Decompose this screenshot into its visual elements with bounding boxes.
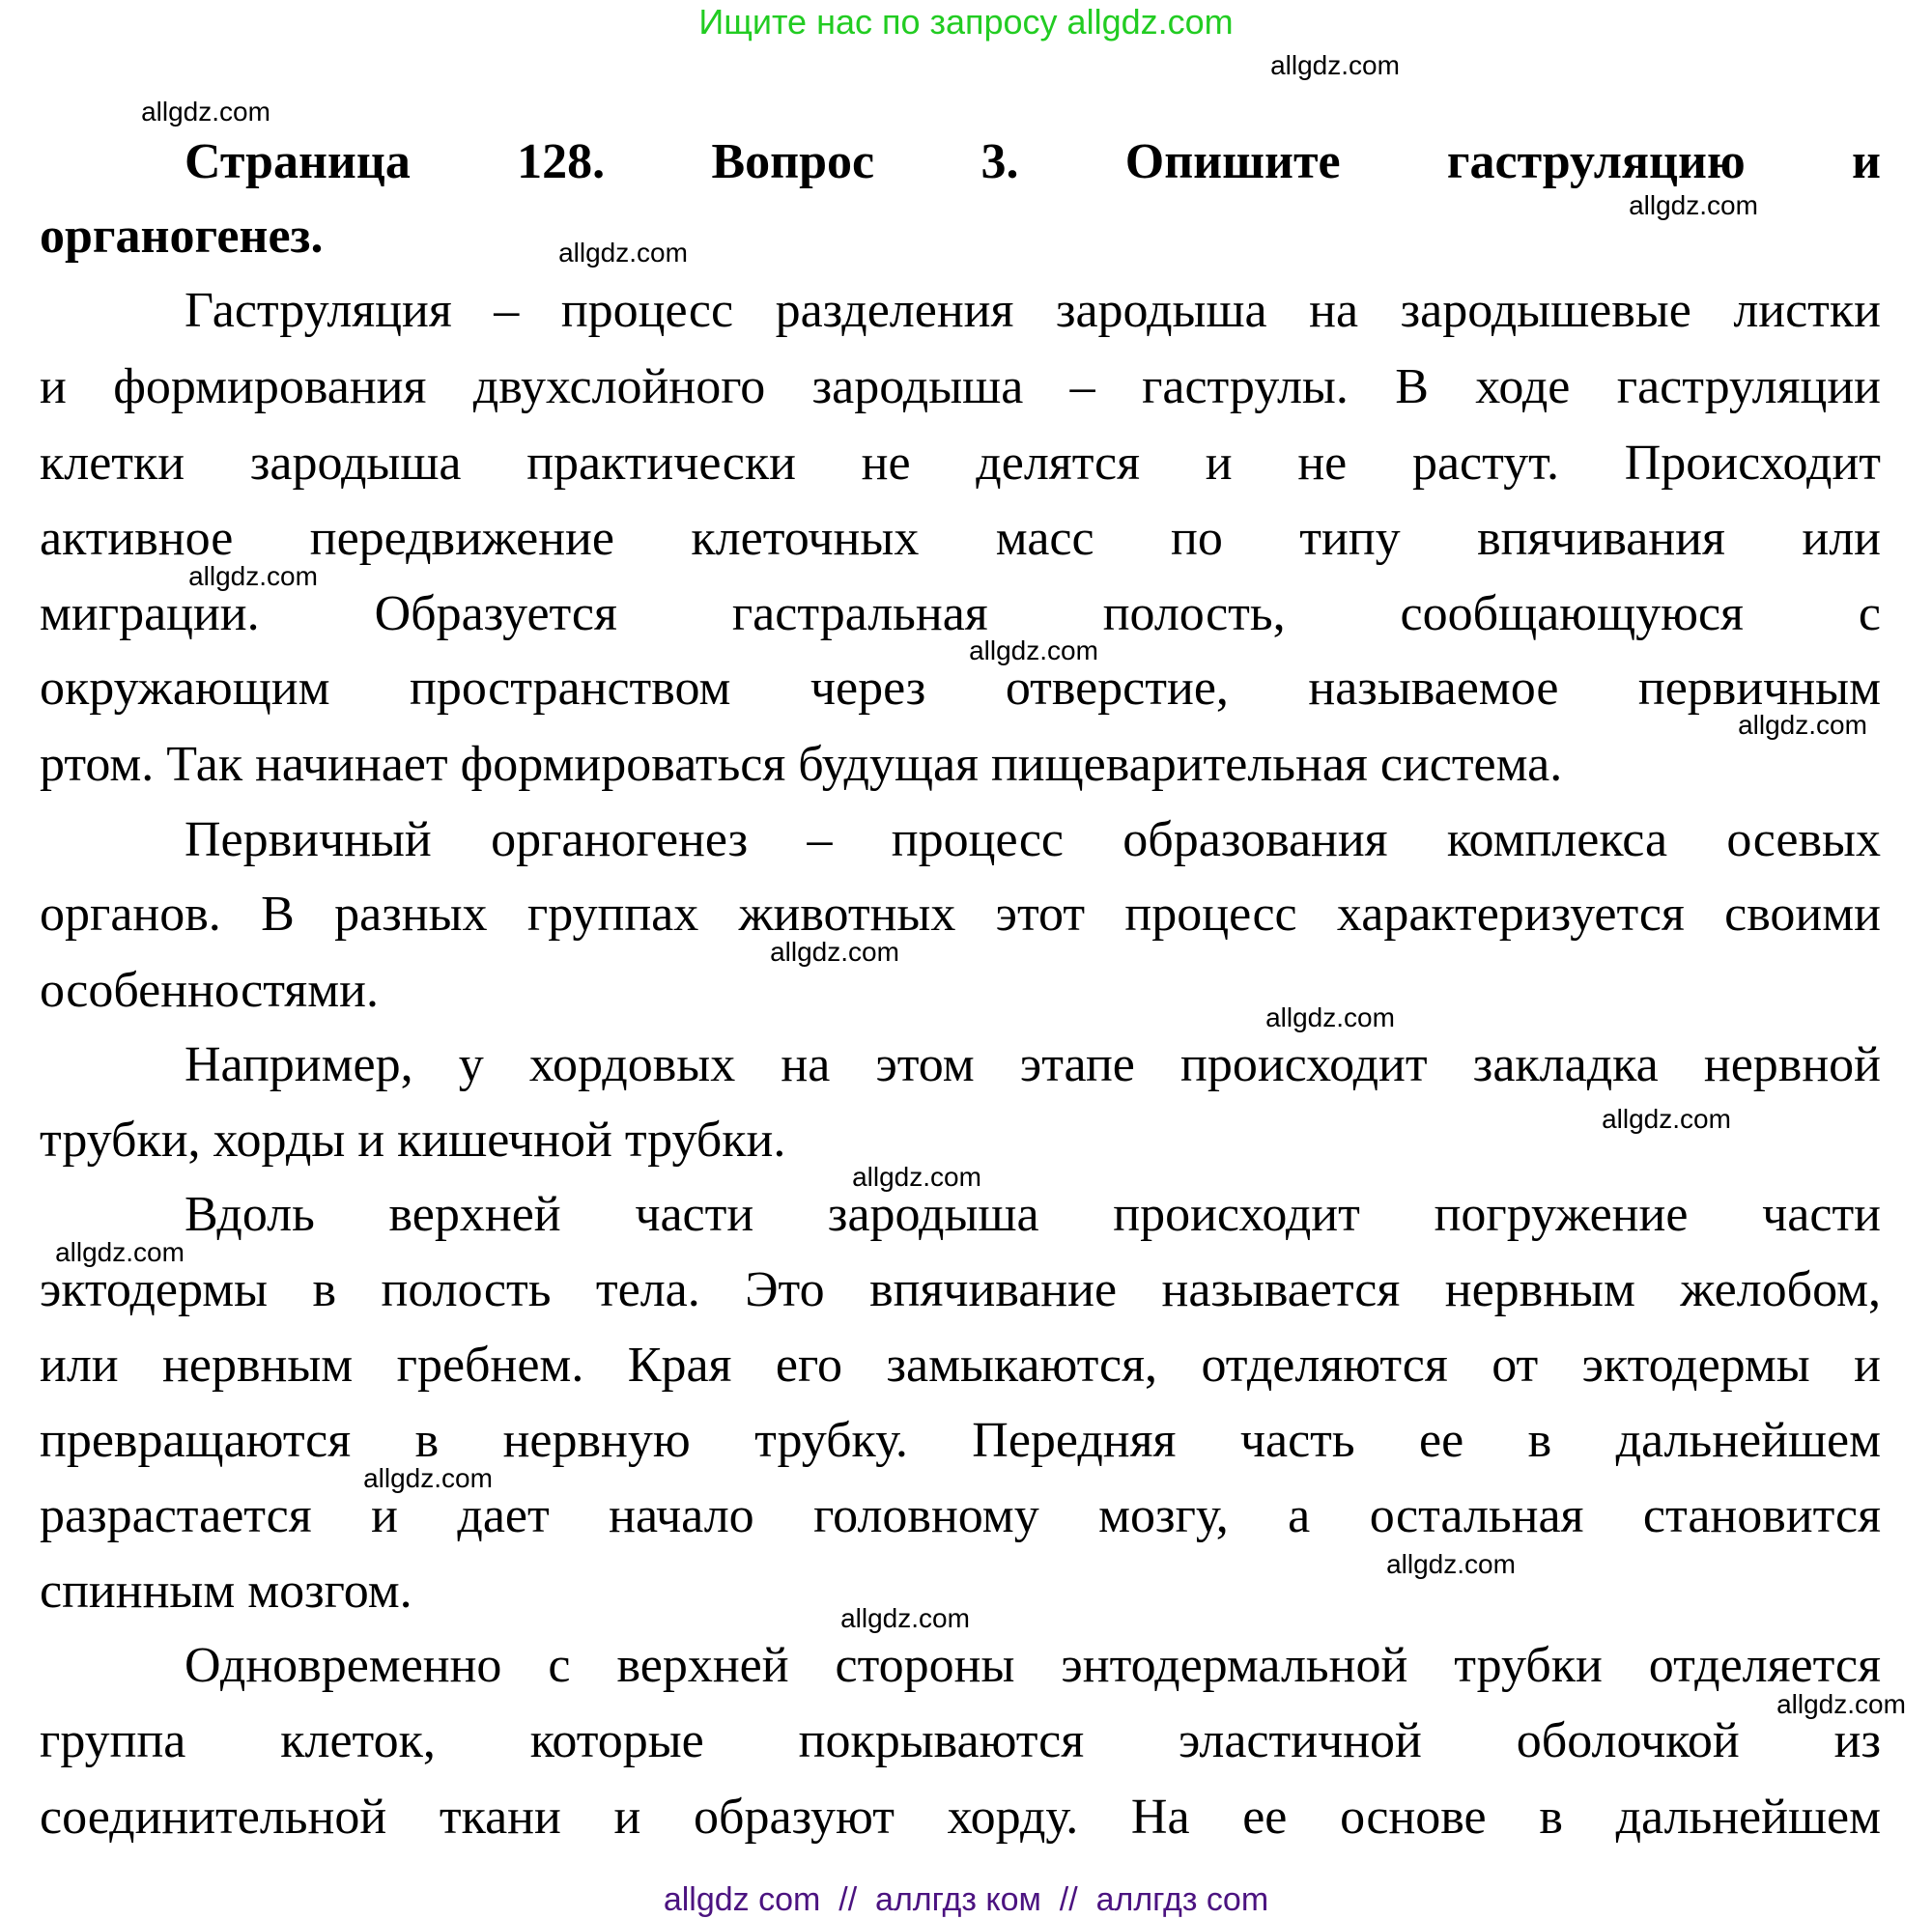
paragraph-3-line: трубки, хорды и кишечной трубки. [40,1113,786,1168]
paragraph-2-line: особенностями. [40,963,379,1018]
paragraph-2-line: Первичный органогенез – процесс образования комплекса осевых [185,812,1881,867]
watermark: allgdz.com [770,937,899,967]
watermark: allgdz.com [363,1463,493,1493]
paragraph-4-line: спинным мозгом. [40,1564,412,1619]
watermark: allgdz.com [1629,190,1758,220]
paragraph-2-line: органов. В разных группах животных этот процесс характеризуется своими [40,887,1881,942]
paragraph-5-line: соединительной ткани и образуют хорду. На ее основе в дальнейшем [40,1790,1881,1845]
paragraph-1-line: активное передвижение клеточных масс по типу впячивания или [40,511,1881,566]
paragraph-1-line: и формирования двухслойного зародыша – гаструлы. В ходе гаструляции [40,359,1881,414]
paragraph-1-line: Гаструляция – процесс разделения зародыша на зародышевые листки [185,283,1881,338]
watermark: allgdz.com [852,1162,981,1192]
watermark: allgdz.com [1776,1689,1906,1719]
question-heading-line-2: органогенез. [40,209,324,264]
paragraph-1-line: окружающим пространством через отверстие, называемое первичным [40,661,1881,716]
watermark: allgdz.com [55,1237,185,1267]
watermark: allgdz.com [840,1603,970,1633]
watermark: allgdz.com [969,635,1098,665]
question-heading-line-1: Страница 128. Вопрос 3. Опишите гаструляцию и [185,134,1881,189]
paragraph-4-line: Вдоль верхней части зародыша происходит погружение части [185,1187,1881,1242]
paragraph-4-line: разрастается и дает начало головному мозгу, а остальная становится [40,1488,1881,1543]
paragraph-1-line: ртом. Так начинает формироваться будущая пищеварительная система. [40,737,1563,792]
paragraph-4-line: или нервным гребнем. Края его замыкаются, отделяются от эктодермы и [40,1338,1881,1393]
watermark: allgdz.com [188,561,318,591]
footer-watermark: allgdz com // аллгдз ком // аллгдз com [663,1881,1269,1918]
watermark: allgdz.com [1270,50,1400,80]
watermark: allgdz.com [141,97,270,127]
watermark: allgdz.com [1738,710,1867,740]
paragraph-5-line: группа клеток, которые покрываются эластичной оболочкой из [40,1713,1881,1768]
watermark: allgdz.com [1386,1549,1516,1579]
paragraph-1-line: миграции. Образуется гастральная полость, сообщающуюся с [40,586,1881,641]
paragraph-3-line: Например, у хордовых на этом этапе происходит закладка нервной [185,1037,1881,1092]
paragraph-5-line: Одновременно с верхней стороны энтодермальной трубки отделяется [185,1638,1881,1693]
watermark: allgdz.com [558,238,688,268]
paragraph-4-line: превращаются в нервную трубку. Передняя часть ее в дальнейшем [40,1413,1881,1468]
watermark: allgdz.com [1265,1002,1395,1032]
paragraph-4-line: эктодермы в полость тела. Это впячивание называется нервным желобом, [40,1262,1881,1317]
search-banner: Ищите нас по запросу allgdz.com [698,2,1234,42]
paragraph-1-line: клетки зародыша практически не делятся и не растут. Происходит [40,436,1881,491]
watermark: allgdz.com [1602,1104,1731,1134]
